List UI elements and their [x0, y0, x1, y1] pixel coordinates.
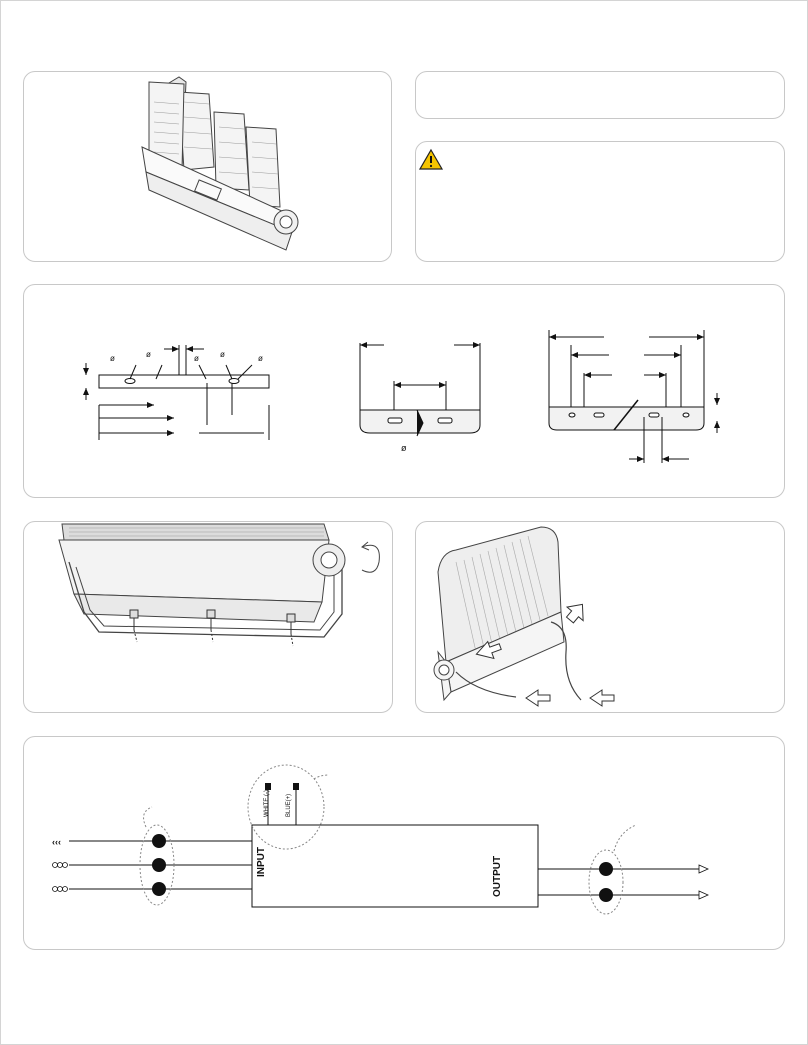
warning-triangle-icon: [419, 148, 449, 172]
middle-bracket-drawing: [360, 343, 480, 436]
mounting-bolts-panel: [23, 521, 393, 713]
input-connector: [152, 882, 166, 896]
diameter-label: ø: [258, 354, 263, 363]
wire-white-label: WHITE (-): [264, 790, 270, 817]
output-connector: [599, 888, 613, 902]
cable-entry-panel: [415, 521, 785, 713]
dim-wire-terminal: [265, 783, 271, 790]
wiring-diagram: [24, 737, 786, 951]
floodlight-product-illustration: [24, 72, 393, 263]
wire-blue-label: BLUE(+): [286, 793, 292, 817]
diameter-label: ø: [401, 443, 407, 453]
input-connector: [152, 834, 166, 848]
output-connector: [599, 862, 613, 876]
input-label: INPUT: [256, 847, 267, 877]
input-connector: [152, 858, 166, 872]
right-bracket-drawing: [549, 330, 717, 463]
warning-box: [415, 141, 785, 262]
diameter-label: ø: [146, 350, 151, 359]
mounting-bolts-illustration: [24, 522, 394, 714]
diameter-label: ø: [110, 354, 115, 363]
cable-entry-illustration: [416, 522, 786, 714]
diameter-label: ø: [194, 354, 199, 363]
dimension-drawings: [24, 285, 786, 499]
diameter-label: ø: [220, 350, 225, 359]
dimensions-panel: [23, 284, 785, 498]
output-label: OUTPUT: [492, 855, 503, 897]
wiring-diagram-panel: [23, 736, 785, 950]
title-box: [415, 71, 785, 119]
product-image-panel: [23, 71, 392, 262]
dim-wire-terminal: [293, 783, 299, 790]
ground-arrow-icon: ‹‹‹: [52, 837, 61, 847]
